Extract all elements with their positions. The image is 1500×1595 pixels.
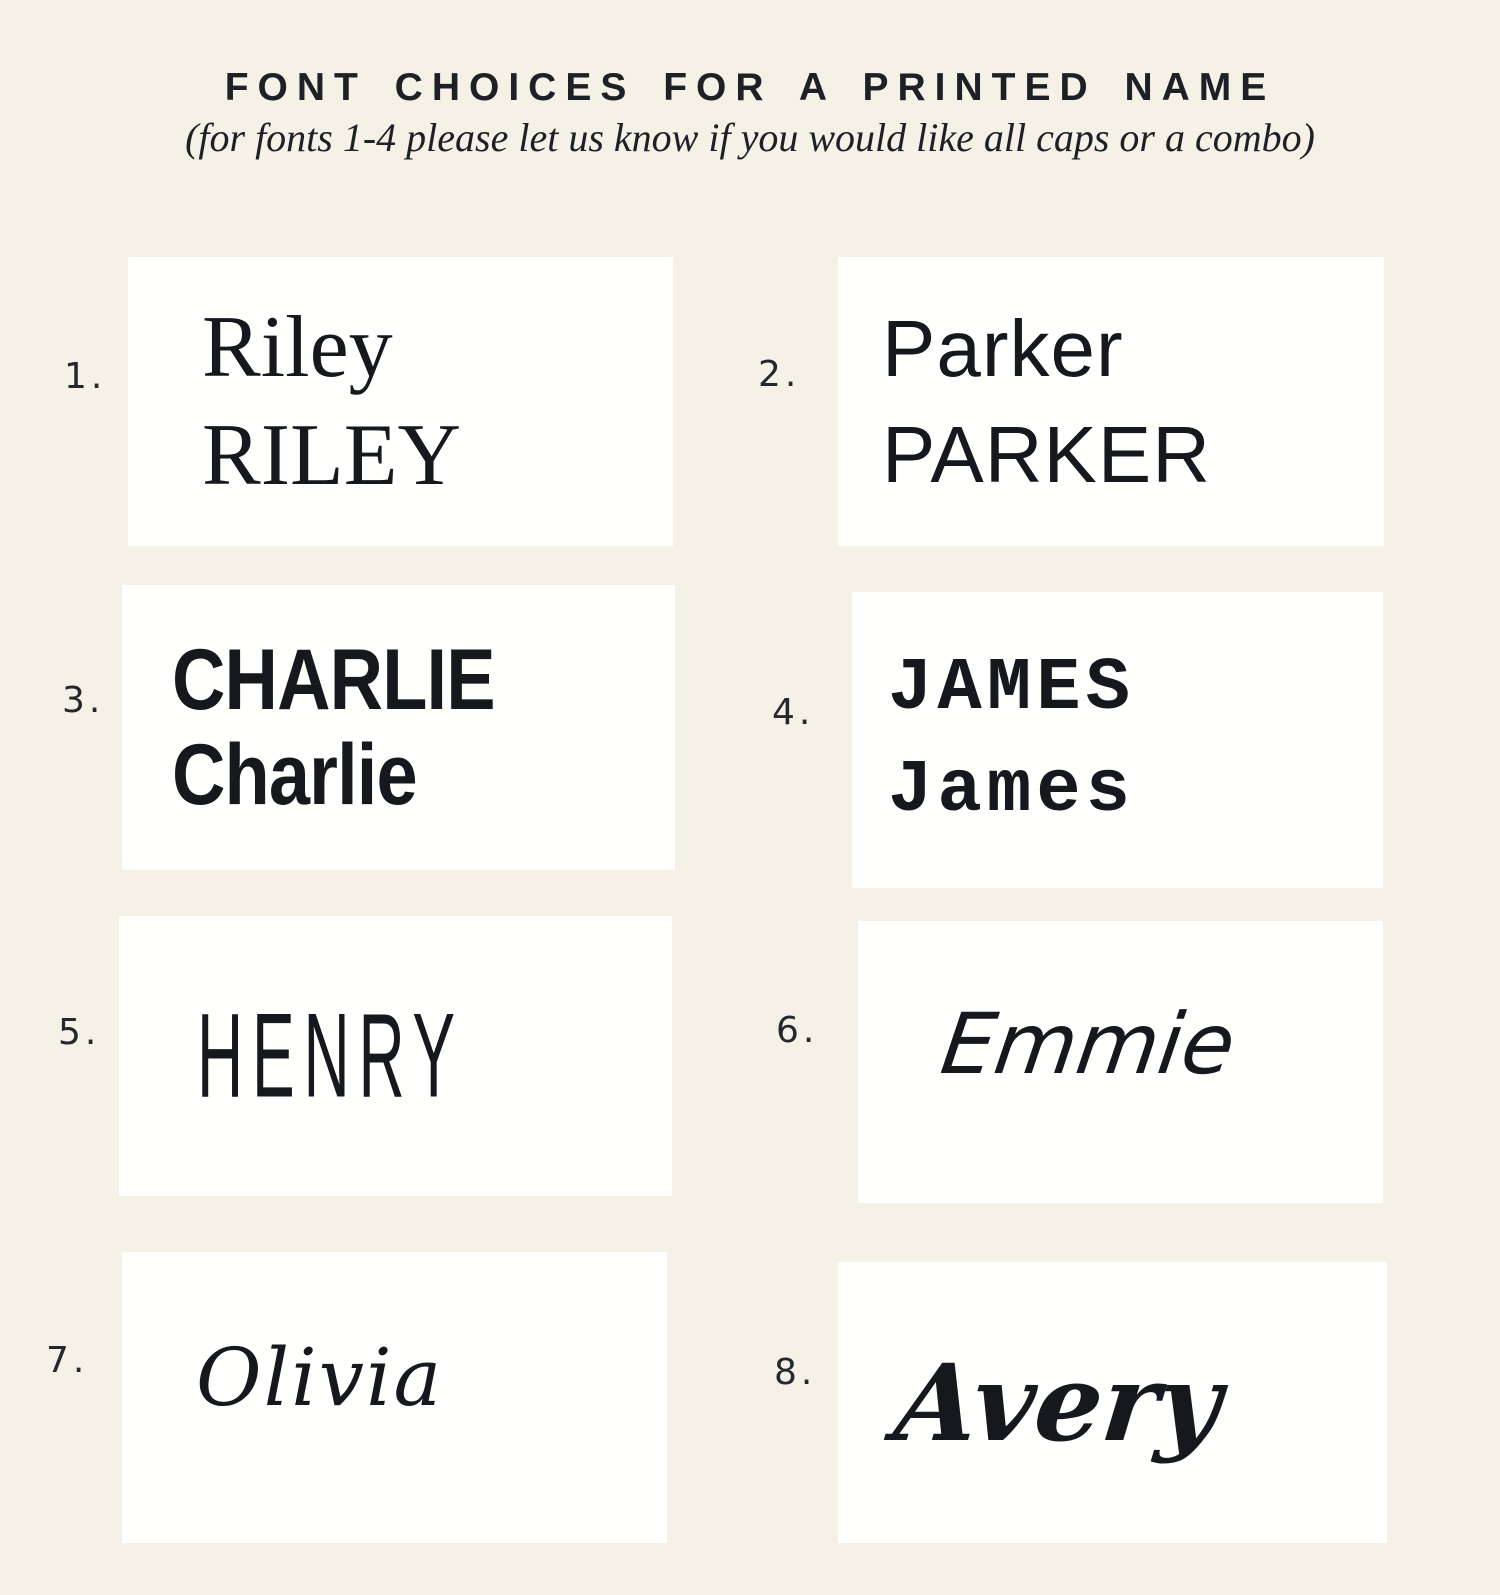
font-number-1: 1. xyxy=(64,356,107,397)
font-sample-henry xyxy=(197,987,577,1125)
font-sample-riley xyxy=(202,294,673,509)
font-number-3: 3. xyxy=(62,680,105,721)
font-sample-charlie xyxy=(172,633,605,822)
page-subtitle: (for fonts 1-4 please let us know if you would like all caps or a combo) xyxy=(185,115,1315,160)
sample-line-mixed-case: Parker xyxy=(882,303,1124,393)
font-sample-card-4 xyxy=(852,592,1383,888)
sample-line-script: Emmie xyxy=(935,995,1242,1093)
font-sample-card-2 xyxy=(838,257,1384,546)
font-sample-parker xyxy=(882,296,1384,507)
font-sample-emmie xyxy=(936,995,1393,1093)
font-sample-olivia xyxy=(196,1331,667,1424)
sample-line-script: Avery xyxy=(889,1340,1227,1465)
font-sample-card-7 xyxy=(122,1252,667,1543)
sample-line-mixed-case: Charlie xyxy=(172,726,417,823)
font-number-7: 7. xyxy=(46,1340,89,1381)
font-number-5: 5. xyxy=(58,1012,101,1053)
font-sample-card-6 xyxy=(858,921,1383,1203)
sample-line-all-caps: JAMES xyxy=(888,646,1136,731)
font-number-8: 8. xyxy=(774,1352,817,1393)
page-title: FONT CHOICES FOR A PRINTED NAME xyxy=(224,66,1276,109)
font-sample-card-8 xyxy=(838,1262,1387,1543)
font-sample-card-3 xyxy=(122,585,675,870)
sample-line-mixed-case: Riley xyxy=(202,299,393,397)
font-sample-james xyxy=(888,638,1383,842)
font-sample-card-5 xyxy=(119,916,672,1196)
font-number-4: 4. xyxy=(772,692,815,733)
font-number-2: 2. xyxy=(758,354,801,395)
sample-line-all-caps: RILEY xyxy=(202,406,462,504)
font-sample-card-1 xyxy=(128,257,673,546)
sample-line-all-caps: CHARLIE xyxy=(172,631,495,728)
font-number-6: 6. xyxy=(776,1010,819,1051)
sample-line-all-caps: PARKER xyxy=(882,409,1212,499)
font-sample-avery xyxy=(889,1340,1393,1465)
sample-line-script: Olivia xyxy=(196,1331,444,1424)
sample-line-all-caps: HENRY xyxy=(197,988,464,1122)
sample-line-mixed-case: James xyxy=(888,749,1136,833)
